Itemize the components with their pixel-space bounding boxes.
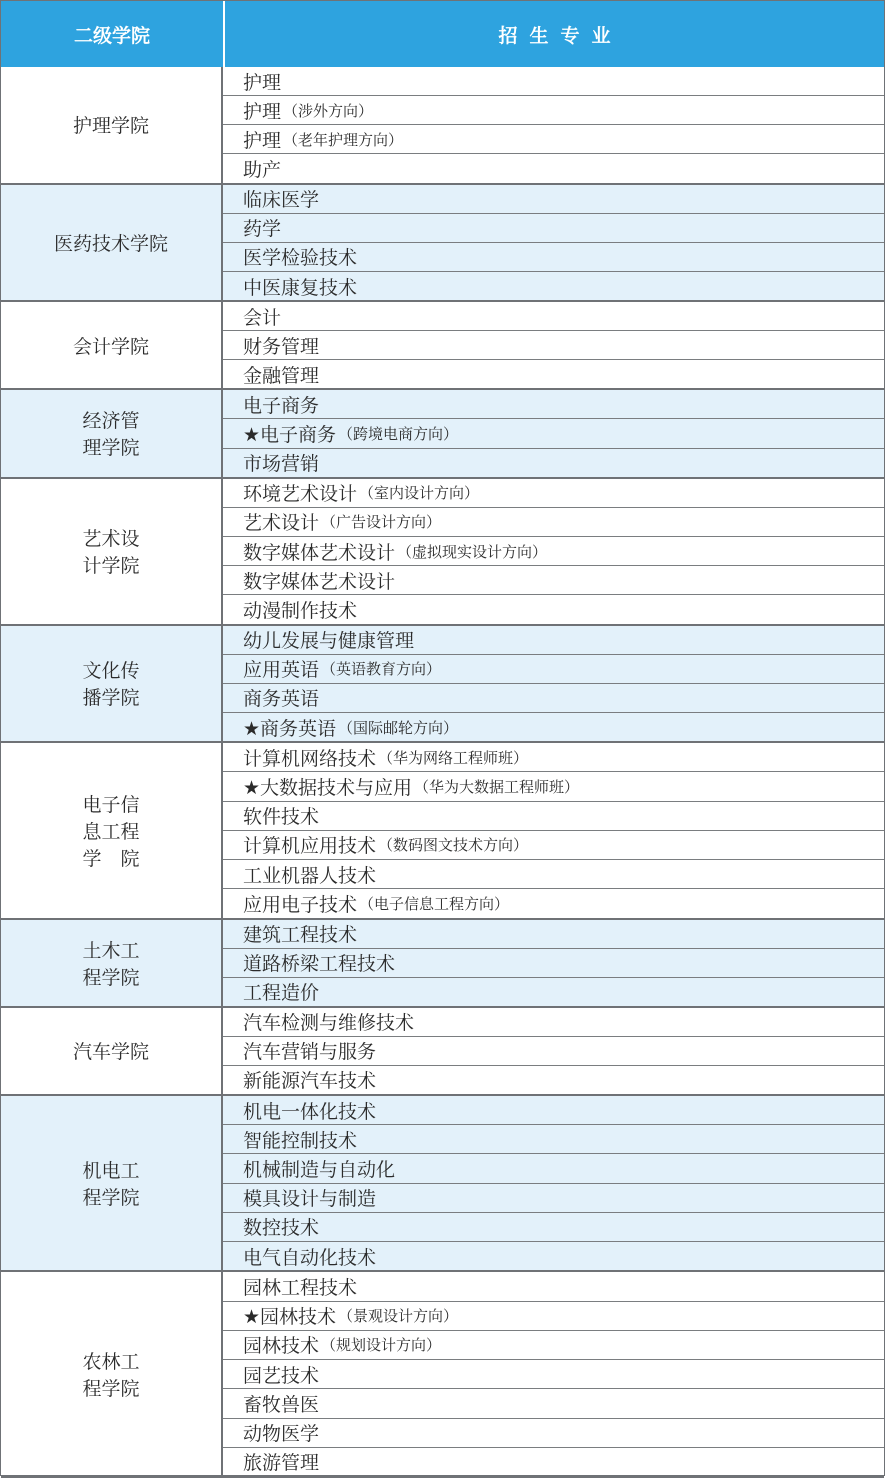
major-row xyxy=(223,1272,884,1301)
major-direction-note: （涉外方向） xyxy=(283,101,374,120)
major-direction-note: （规划设计方向） xyxy=(321,1336,442,1355)
major-name: 计算机网络技术 xyxy=(243,747,377,770)
major-name: 汽车营销与服务 xyxy=(243,1041,377,1064)
major-name: 应用电子技术 xyxy=(243,893,358,916)
major-name: 环境艺术设计 xyxy=(243,483,358,506)
major-direction-note: （华为网络工程师班） xyxy=(378,748,529,767)
major-direction-note: （广告设计方向） xyxy=(321,513,442,532)
major-row xyxy=(223,1008,884,1037)
major-name: 建筑工程技术 xyxy=(243,924,358,947)
major-row xyxy=(223,390,884,419)
table-body xyxy=(1,67,884,1478)
college-group xyxy=(1,626,884,744)
major-row xyxy=(223,479,884,508)
major-row xyxy=(223,154,884,182)
major-row xyxy=(223,125,884,154)
major-row xyxy=(223,1419,884,1448)
major-row xyxy=(223,449,884,477)
college-name: 医药技术学院 xyxy=(1,185,223,301)
major-row xyxy=(223,508,884,537)
major-name: 工业机器人技术 xyxy=(243,864,377,887)
college-name: 经济管 理学院 xyxy=(1,390,223,476)
table-header xyxy=(1,1,884,67)
major-name: 模具设计与制造 xyxy=(243,1188,377,1211)
major-name: 机电一体化技术 xyxy=(243,1100,377,1123)
major-row xyxy=(223,655,884,684)
major-name: 艺术设计 xyxy=(243,512,320,535)
major-row xyxy=(223,566,884,595)
major-name: ★电子商务 xyxy=(243,423,337,446)
college-group xyxy=(1,479,884,626)
major-row xyxy=(223,1360,884,1389)
major-name: 财务管理 xyxy=(243,335,320,358)
major-row xyxy=(223,537,884,566)
majors-list xyxy=(223,302,884,388)
major-name: 智能控制技术 xyxy=(243,1129,358,1152)
major-direction-note: （英语教育方向） xyxy=(321,660,442,679)
major-direction-note: （国际邮轮方向） xyxy=(338,718,459,737)
major-name: 数字媒体艺术设计 xyxy=(243,570,396,593)
major-row xyxy=(223,713,884,741)
major-name: 医学检验技术 xyxy=(243,247,358,270)
major-row xyxy=(223,920,884,949)
major-row xyxy=(223,1184,884,1213)
major-name: 机械制造与自动化 xyxy=(243,1159,396,1181)
college-name: 艺术设 计学院 xyxy=(1,479,223,624)
college-name: 土木工 程学院 xyxy=(1,920,223,1006)
major-name: ★商务英语 xyxy=(243,717,337,740)
major-row xyxy=(223,1331,884,1360)
major-row xyxy=(223,949,884,978)
majors-list xyxy=(223,626,884,742)
major-row xyxy=(223,595,884,623)
major-name: 园林工程技术 xyxy=(243,1276,358,1299)
majors-list xyxy=(223,1096,884,1270)
major-name: 幼儿发展与健康管理 xyxy=(243,630,415,653)
major-name: 园林技术 xyxy=(243,1335,320,1358)
college-group xyxy=(1,1008,884,1096)
major-row xyxy=(223,1037,884,1066)
major-name: 汽车检测与维修技术 xyxy=(243,1012,415,1035)
majors-list xyxy=(223,743,884,917)
college-name: 电子信 息工程 学 院 xyxy=(1,743,223,917)
college-group xyxy=(1,1096,884,1272)
college-group xyxy=(1,302,884,390)
major-row xyxy=(223,626,884,655)
college-name: 护理学院 xyxy=(1,67,223,183)
major-row xyxy=(223,802,884,831)
major-name: 助产 xyxy=(243,159,282,182)
major-row xyxy=(223,1213,884,1242)
major-name: 软件技术 xyxy=(243,806,320,829)
major-direction-note: （华为大数据工程师班） xyxy=(414,778,580,796)
majors-list xyxy=(223,479,884,624)
major-name: 工程造价 xyxy=(243,982,320,1005)
major-name: 中医康复技术 xyxy=(243,276,358,299)
major-name: 商务英语 xyxy=(243,688,320,711)
major-row xyxy=(223,302,884,331)
college-name: 汽车学院 xyxy=(1,1008,223,1094)
college-name: 机电工 程学院 xyxy=(1,1096,223,1270)
major-row xyxy=(223,96,884,125)
major-name: 电气自动化技术 xyxy=(243,1246,377,1269)
major-name: 动物医学 xyxy=(243,1423,320,1446)
major-direction-note: （跨境电商方向） xyxy=(338,424,459,443)
major-row xyxy=(223,772,884,801)
college-group xyxy=(1,920,884,1008)
majors-list xyxy=(223,1008,884,1094)
major-direction-note: （室内设计方向） xyxy=(359,484,480,503)
major-name: ★园林技术 xyxy=(243,1306,337,1329)
majors-list xyxy=(223,1272,884,1476)
majors-list xyxy=(223,920,884,1006)
majors-list xyxy=(223,390,884,476)
major-row xyxy=(223,1066,884,1094)
major-row xyxy=(223,331,884,360)
major-row xyxy=(223,684,884,713)
major-name: 道路桥梁工程技术 xyxy=(243,953,396,976)
major-row xyxy=(223,1389,884,1418)
major-name: 园艺技术 xyxy=(243,1364,320,1387)
college-group xyxy=(1,1272,884,1478)
major-direction-note: （虚拟现实设计方向） xyxy=(397,542,548,561)
major-row xyxy=(223,214,884,243)
major-row xyxy=(223,272,884,300)
major-name: 金融管理 xyxy=(243,364,320,387)
major-name: 数控技术 xyxy=(243,1217,320,1240)
major-row xyxy=(223,1096,884,1125)
major-direction-note: （电子信息工程方向） xyxy=(359,894,510,913)
major-name: 市场营销 xyxy=(243,453,320,476)
major-row xyxy=(223,360,884,388)
major-row xyxy=(223,1302,884,1331)
major-name: 新能源汽车技术 xyxy=(243,1070,377,1093)
major-row xyxy=(223,860,884,889)
major-row xyxy=(223,243,884,272)
major-direction-note: （数码图文技术方向） xyxy=(378,836,529,855)
college-name: 会计学院 xyxy=(1,302,223,388)
college-group xyxy=(1,185,884,303)
major-name: 药学 xyxy=(243,218,282,241)
major-direction-note: （景观设计方向） xyxy=(338,1307,459,1326)
major-row xyxy=(223,1154,884,1183)
major-direction-note: （老年护理方向） xyxy=(283,130,404,149)
major-row xyxy=(223,1448,884,1476)
college-group xyxy=(1,743,884,919)
major-name: 数字媒体艺术设计 xyxy=(243,541,396,564)
major-name: 会计 xyxy=(243,306,282,329)
major-name: 计算机应用技术 xyxy=(243,835,377,858)
major-name: 动漫制作技术 xyxy=(243,599,358,622)
major-row xyxy=(223,67,884,96)
college-group xyxy=(1,390,884,478)
major-row xyxy=(223,889,884,917)
major-row xyxy=(223,1125,884,1154)
majors-list xyxy=(223,67,884,183)
major-name: 旅游管理 xyxy=(243,1452,320,1475)
college-column-header: 二级学院 xyxy=(1,1,225,67)
majors-list xyxy=(223,185,884,301)
major-row xyxy=(223,743,884,772)
major-row xyxy=(223,978,884,1006)
major-name: 应用英语 xyxy=(243,659,320,682)
major-row xyxy=(223,831,884,860)
major-name: 临床医学 xyxy=(243,189,320,212)
major-name: 电子商务 xyxy=(243,394,320,417)
major-name: 护理 xyxy=(243,71,282,94)
college-name: 文化传 播学院 xyxy=(1,626,223,742)
major-row xyxy=(223,185,884,214)
college-name: 农林工 程学院 xyxy=(1,1272,223,1476)
major-name: 护理 xyxy=(243,129,282,152)
major-row xyxy=(223,419,884,448)
major-name: ★大数据技术与应用 xyxy=(243,777,413,799)
major-row xyxy=(223,1242,884,1270)
major-name: 护理 xyxy=(243,100,282,123)
major-name: 畜牧兽医 xyxy=(243,1393,320,1416)
college-group xyxy=(1,67,884,185)
majors-column-header: 招生专业 xyxy=(498,24,623,47)
